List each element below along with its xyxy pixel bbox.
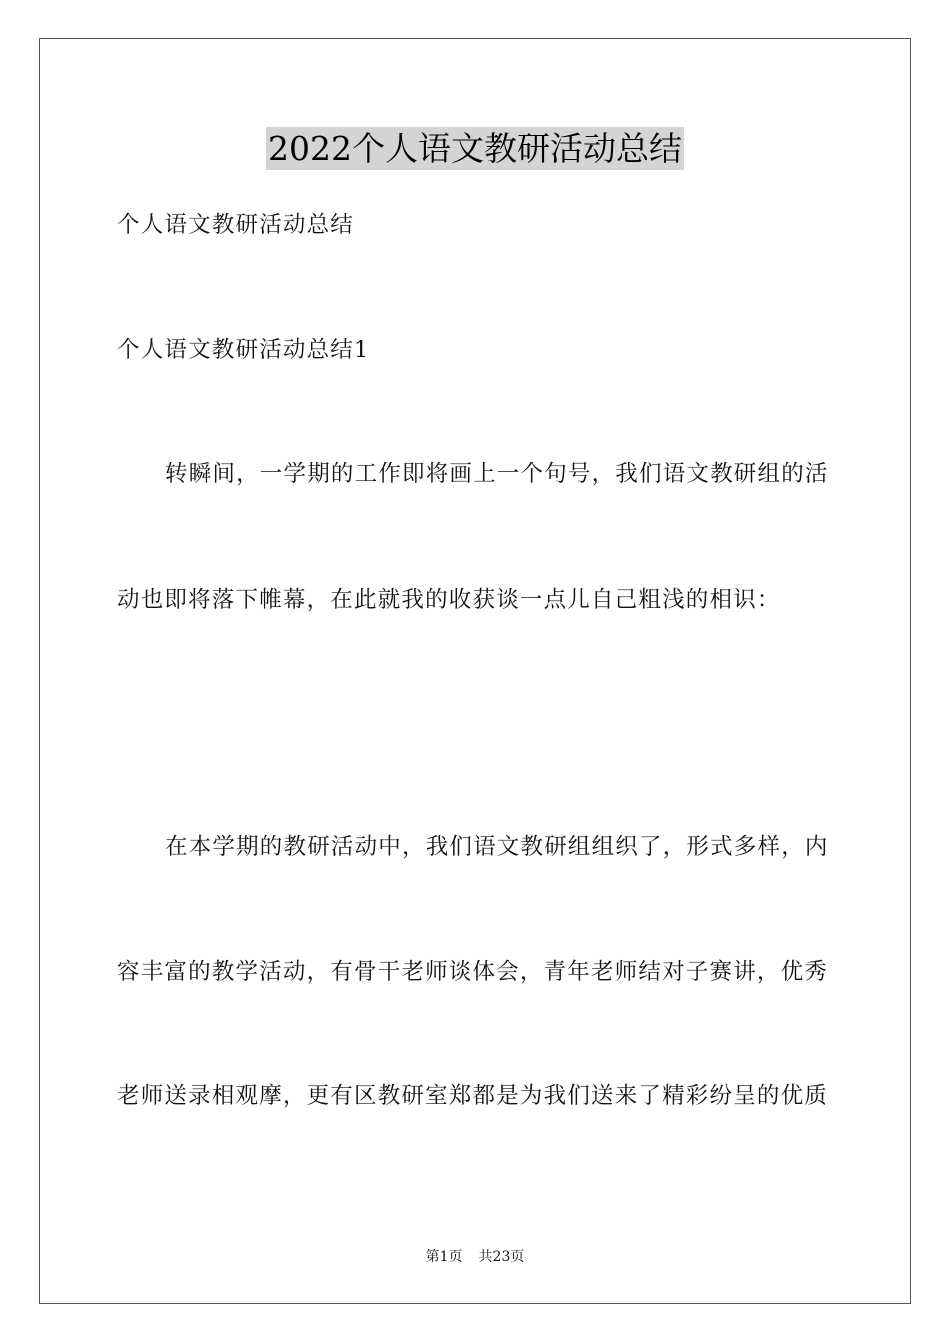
paragraph-line: 在本学期的教研活动中，我们语文教研组组织了，形式多样，内: [165, 834, 829, 860]
page-footer: [0, 1247, 950, 1267]
paragraph-line: 动也即将落下帷幕，在此就我的收获谈一点儿自己粗浅的相识：: [117, 587, 781, 613]
subtitle: 个人语文教研活动总结: [117, 212, 355, 238]
section-heading: 个人语文教研活动总结1: [117, 337, 370, 363]
title-text: 2022个人语文教研活动总结: [268, 129, 682, 168]
paragraph-line: 老师送录相观摩，更有区教研室郑都是为我们送来了精彩纷呈的优质: [117, 1083, 829, 1109]
paragraph-line: 容丰富的教学活动，有骨干老师谈体会，青年老师结对子赛讲，优秀: [117, 959, 829, 985]
document-title: [0, 124, 950, 174]
page-number: 第1页: [425, 1249, 463, 1265]
page-total: 共23页: [478, 1249, 525, 1265]
paragraph-line: 转瞬间，一学期的工作即将画上一个句号，我们语文教研组的活: [165, 461, 829, 487]
